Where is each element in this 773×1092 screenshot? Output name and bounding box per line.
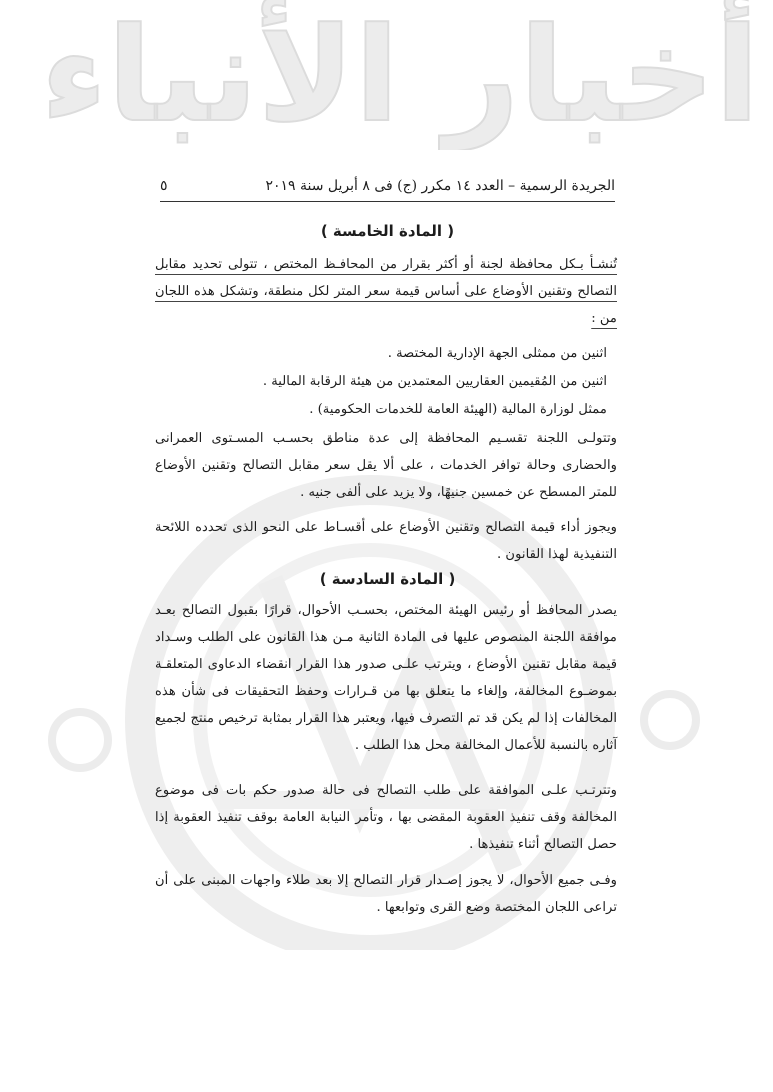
article-6-paragraph-2: وتترتـب علـى الموافقة على طلب التصالح فى حالة صدور حكم بات فى موضوع المخالفة وقف تنفيذ العقوبة المقضى بها ، وتأمر النيابة العامة بوقف تنفيذ العقوبة إذا حصل التصالح أثناء تنفيذها .	[155, 783, 617, 852]
watermark-text: أخبار الأنباء	[40, 0, 760, 150]
page-number: ٥	[160, 178, 168, 194]
page-header	[160, 174, 615, 198]
gazette-issue-line: الجريدة الرسمية – العدد ١٤ مكرر (ج) فى ٨ أبريل سنة ٢٠١٩	[265, 178, 615, 194]
watermark-logo	[0, 0, 773, 150]
article-5-paragraph-1: تُنشـأ بـكل محافظة لجنة أو أكثر بقرار من المحافـظ المختص ، تتولى تحديد مقابل التصالح وتقنين الأوضاع على أساس قيمة سعر المتر لكل منطقة، وتشكل هذه اللجان من :	[155, 257, 617, 326]
header-divider	[160, 201, 615, 202]
article-6-title: ( المادة السادسة )	[319, 570, 456, 588]
member-item-3: ممثل لوزارة المالية (الهيئة العامة للخدمات الحكومية) .	[309, 402, 607, 417]
article-6-paragraph-1: يصدر المحافظ أو رئيس الهيئة المختص، بحسـب الأحوال، قرارًا بقبول التصالح بعـد موافقة اللجنة المنصوص عليها فى المادة الثانية مـن هذا القانون على الطلب وسـداد قيمة مقابل تقنين الأوضاع ، ويترتب علـى صدور هذا القرار انقضاء الدعاوى المتعلقـة بموضـوع المخالفة، وإلغاء ما يتعلق بها من قـرارات وحفظ التحقيقات فى شأن هذه المخالفات إذا لم يكن قد تم التصرف فيها، ويعتبر هذا القرار بمثابة ترخيص منتج لجميع آثاره بالنسبة للأعمال المخالفة محل هذا الطلب .	[155, 603, 617, 753]
article-5-paragraph-3: ويجوز أداء قيمة التصالح وتقنين الأوضاع على أقسـاط على النحو الذى تحدده اللائحة التنفيذية لهذا القانون .	[155, 520, 617, 562]
member-item-1: اثنين من ممثلى الجهة الإدارية المختصة .	[387, 346, 607, 361]
article-5-title: ( المادة الخامسة )	[320, 222, 455, 240]
article-5-paragraph-2: وتتولـى اللجنة تقسـيم المحافظة إلى عدة مناطق بحسـب المسـتوى العمرانى والحضارى وحالة توافر الخدمات ، على ألا يقل سعر مقابل التصالح وتقنين الأوضاع للمتر المسطح عن خمسين جنيهًا، ولا يزيد على ألفى جنيه .	[155, 431, 617, 500]
member-item-2: اثنين من المُقيمين العقاريين المعتمدين من هيئة الرقابة المالية .	[262, 374, 607, 389]
article-6-paragraph-3: وفـى جميع الأحوال، لا يجوز إصـدار قرار التصالح إلا بعد طلاء واجهات المبنى على أن تراعى اللجان المختصة وضع القرى وتوابعها .	[155, 873, 617, 915]
